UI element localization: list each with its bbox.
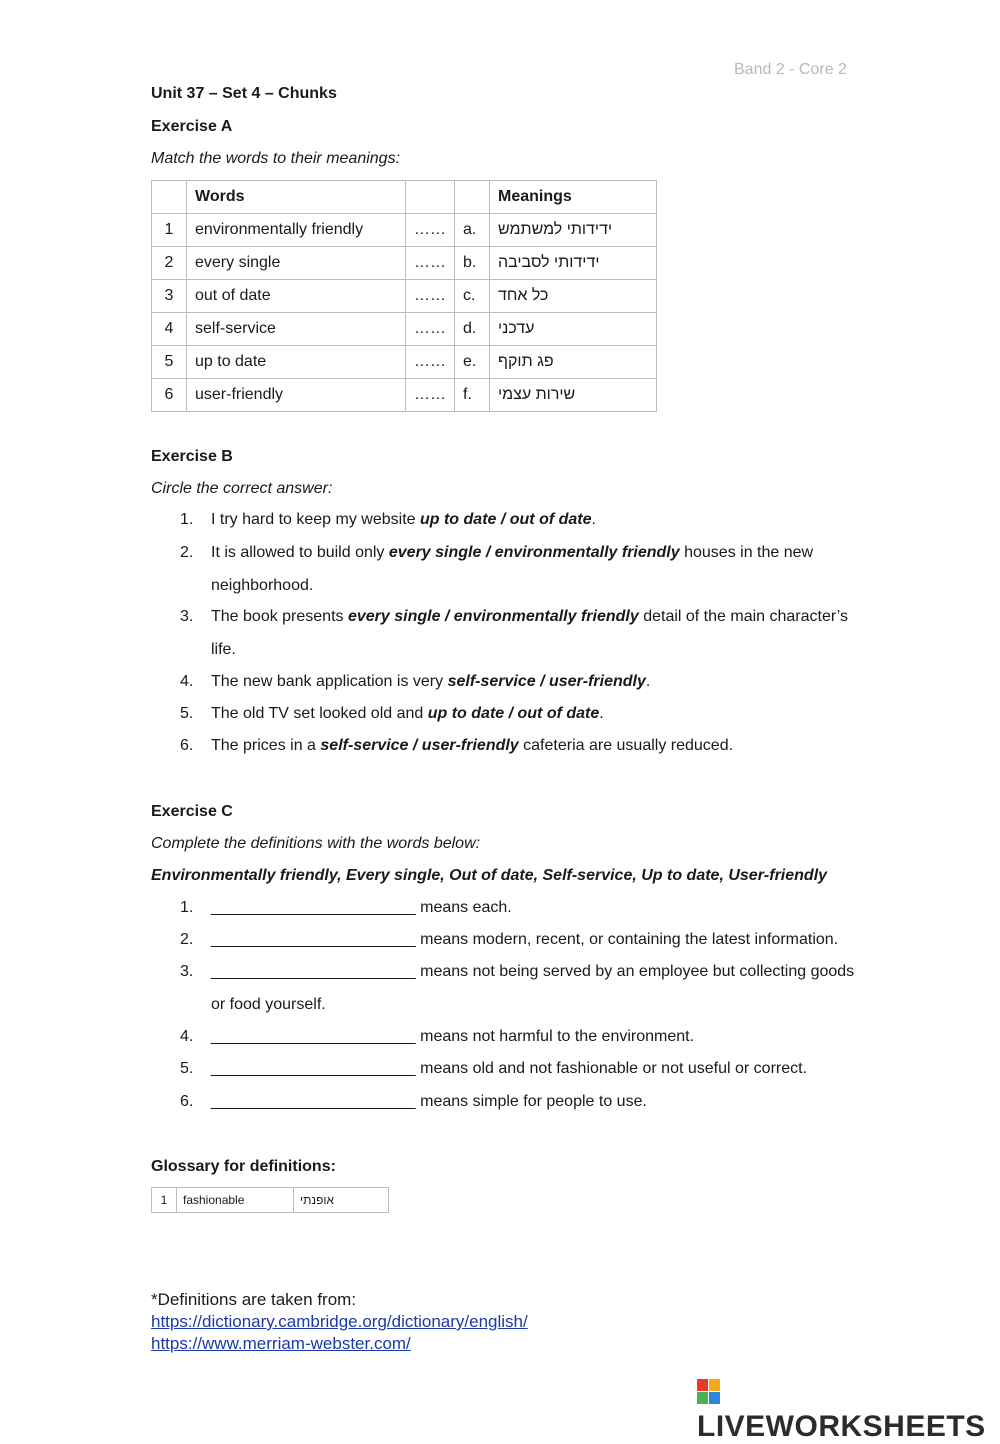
blank-input[interactable]: _______________________ [211,931,416,948]
row-word: user-friendly [187,379,406,412]
item-number: 4. [180,1028,194,1045]
row-word: up to date [187,346,406,379]
list-item: 4. The new bank application is very self-service / user-friendly. [180,666,860,699]
row-meaning: שירות עצמי [490,379,657,412]
item-number: 4. [180,673,194,690]
answer-slot[interactable]: …… [406,379,455,412]
row-letter: b. [455,247,490,280]
row-number: 2 [152,247,187,280]
glossary-number: 1 [152,1188,177,1213]
list-item: 2. It is allowed to build only every single / environmentally friendly houses in the new neighborhood. [180,537,860,602]
item-number: 6. [180,1093,194,1110]
list-item: 2. _______________________ means modern, recent, or containing the latest information. [180,924,860,957]
merriam-webster-link[interactable]: https://www.merriam-webster.com/ [151,1334,411,1353]
table-row [152,214,657,247]
exercise-a-instruction: Match the words to their meanings: [151,150,401,167]
item-number: 3. [180,608,194,625]
item-number: 1. [180,511,194,528]
answer-choice[interactable]: up to date / out of date [427,705,600,722]
row-number: 3 [152,280,187,313]
page-title: Unit 37 – Set 4 – Chunks [151,85,337,102]
row-number: 4 [152,313,187,346]
row-meaning: פג תוקף [490,346,657,379]
page-header-label: Band 2 - Core 2 [734,61,847,78]
row-word: environmentally friendly [187,214,406,247]
row-number: 6 [152,379,187,412]
liveworksheets-logo[interactable] [697,1376,1000,1444]
list-item: 6. _______________________ means simple for people to use. [180,1086,860,1119]
item-number: 1. [180,899,194,916]
answer-slot[interactable]: …… [406,280,455,313]
item-number: 2. [180,931,194,948]
row-letter: a. [455,214,490,247]
row-word: self-service [187,313,406,346]
row-letter: e. [455,346,490,379]
answer-choice[interactable]: every single / environmentally friendly [347,608,639,625]
answer-choice[interactable]: every single / environmentally friendly [388,544,680,561]
table-row [152,313,657,346]
exercise-a-heading: Exercise A [151,118,233,135]
glossary-meaning: אופנתי [294,1188,389,1213]
blank-input[interactable]: _______________________ [211,899,416,916]
answer-slot[interactable]: …… [406,214,455,247]
list-item: 1. _______________________ means each. [180,892,860,925]
row-word: out of date [187,280,406,313]
row-letter: d. [455,313,490,346]
exercise-c-instruction: Complete the definitions with the words below: [151,835,481,852]
answer-slot[interactable]: …… [406,247,455,280]
answer-slot[interactable]: …… [406,346,455,379]
logo-squares-icon [697,1379,721,1405]
item-number: 3. [180,963,194,980]
list-item: 4. _______________________ means not harmful to the environment. [180,1021,860,1054]
blank-input[interactable]: _______________________ [211,963,416,980]
answer-choice[interactable]: self-service / user-friendly [447,673,646,690]
row-letter: f. [455,379,490,412]
item-number: 5. [180,705,194,722]
table-row [152,379,657,412]
blank-input[interactable]: _______________________ [211,1028,416,1045]
matching-table [151,180,657,412]
exercise-c-heading: Exercise C [151,803,233,820]
row-meaning: ידידותי לסביבה [490,247,657,280]
list-item: 5. _______________________ means old and not fashionable or not useful or correct. [180,1053,860,1086]
table-row [152,1188,389,1213]
answer-choice[interactable]: up to date / out of date [419,511,592,528]
blank-input[interactable]: _______________________ [211,1060,416,1077]
row-meaning: כל אחד [490,280,657,313]
cambridge-link[interactable]: https://dictionary.cambridge.org/dictionary/english/ [151,1312,528,1331]
table-row [152,280,657,313]
row-number: 1 [152,214,187,247]
definitions-source [151,1289,528,1355]
table-row [152,247,657,280]
glossary-heading: Glossary for definitions: [151,1158,336,1175]
row-meaning: עדכני [490,313,657,346]
matching-table-header [152,181,657,214]
logo-text: LIVEWORKSHEETS [697,1410,986,1443]
col-meanings-header: Meanings [490,181,657,214]
row-letter: c. [455,280,490,313]
answer-choice[interactable]: self-service / user-friendly [320,737,519,754]
list-item: 6. The prices in a self-service / user-friendly cafeteria are usually reduced. [180,730,860,763]
list-item: 3. _______________________ means not being served by an employee but collecting goods or food yourself. [180,956,860,1021]
blank-input[interactable]: _______________________ [211,1093,416,1110]
table-row [152,346,657,379]
glossary-table [151,1187,389,1213]
row-word: every single [187,247,406,280]
glossary-word: fashionable [177,1188,294,1213]
list-item: 3. The book presents every single / environmentally friendly detail of the main character’s life. [180,601,860,666]
answer-slot[interactable]: …… [406,313,455,346]
col-words-header: Words [187,181,406,214]
list-item: 5. The old TV set looked old and up to date / out of date. [180,698,860,731]
item-number: 6. [180,737,194,754]
item-number: 5. [180,1060,194,1077]
item-number: 2. [180,544,194,561]
exercise-b-heading: Exercise B [151,448,233,465]
row-number: 5 [152,346,187,379]
row-meaning: ידידותי למשתמש [490,214,657,247]
exercise-b-instruction: Circle the correct answer: [151,480,333,497]
list-item: 1. I try hard to keep my website up to date / out of date. [180,504,860,537]
word-bank: Environmentally friendly, Every single, Out of date, Self-service, Up to date, User-friendly [151,867,828,884]
definitions-note: *Definitions are taken from: [151,1290,357,1309]
